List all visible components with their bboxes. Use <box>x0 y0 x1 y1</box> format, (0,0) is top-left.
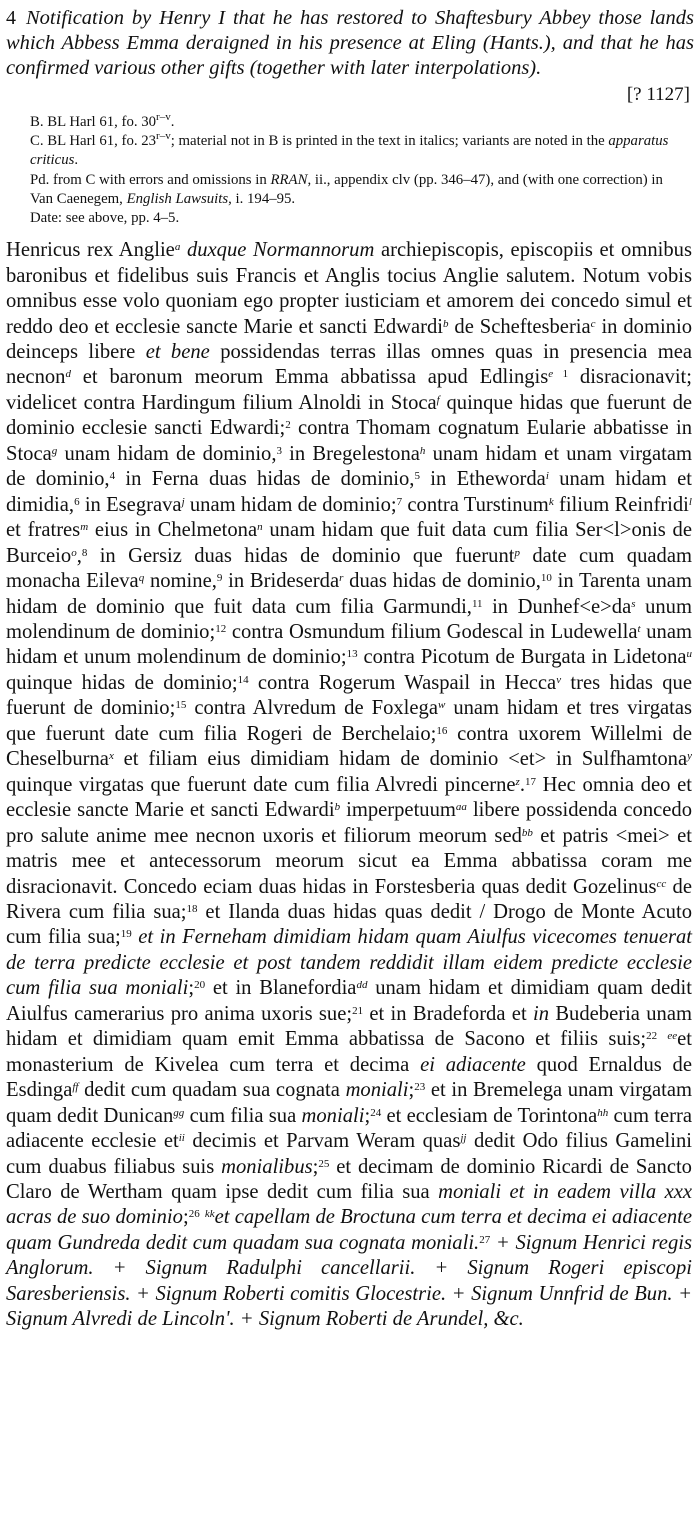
source-b: B. BL Harl 61, fo. 30$^{r-v}$. <box>30 111 175 130</box>
source-printed: Pd. from C with errors and omissions in RRAN, ii., appendix clv (pp. 346–47), and (with one correction) in Van Caenegem, English Lawsuits, i. 194–95. <box>30 171 663 207</box>
charter-text <box>6 238 694 1332</box>
source-date: Date: see above, pp. 4–5. <box>30 210 180 227</box>
document-number: 4 <box>6 7 16 29</box>
source-c: C. BL Harl 61, fo. 23$^{r-v}$; material not in B is printed in the text in italics; variants are noted in the apparatus criticus. <box>30 130 669 169</box>
document-date: [? 1127] <box>626 84 690 105</box>
source-list <box>30 113 688 228</box>
document-heading <box>6 6 694 81</box>
charter-paragraph: Henricus rex Anglie$^a$ duxque Normannorum archiepiscopis, episcopiis et omnibus baronibus et fidelibus suis Francis et Anglis tocius Anglie salutem. Notum vobis omnibus esse volo quoniam ego propter iusticiam et amorem dei concedo simul et reddo deo et ecclesie sancte Marie et sancti Edwardi$^b$ de Scheftesberia$^c$ in dominio deinceps libere et bene possidendas terras illas omnes quas in presencia mea necnon$^d$ et baronum meorum Emma abbatissa apud Edlingis$^e$ $^1$ disracionavit; videlicet contra Hardingum filium Alnoldi in Stoca$^f$ quinque hidas que fuerunt de dominio ecclesie sancti Edwardi;$^2$ contra Thomam cognatum Eularie abbatisse in Stoca$^g$ unam hidam de dominio,$^3$ in Bregelestona$^h$ unam hidam et unam virgatam de dominio,$^4$ in Ferna duas hidas de dominio,$^5$ in Etheworda$^i$ unam hidam et dimidia,$^6$ in Esegrava$^j$ unam hidam de dominio;$^7$ contra Turstinum$^k$ filium Reinfridi$^l$ et fratres$^m$ eius in Chelmetona$^n$ unam hidam que fuit data cum filia Ser<l>onis de Burceio$^o$,$^8$ in Gersiz duas hidas de dominio que fuerunt$^p$ date cum quadam monacha Eileva$^q$ nomine,$^9$ in Brideserda$^r$ duas hidas de dominio,$^{10}$ in Tarenta unam hidam de dominio que fuit data cum filia Garmundi,$^{11}$ in $Dunhef<e>da^s$ unum molendinum de dominio;$^{12}$ contra Osmundum filium Godescal in Ludewella$^t$ unam hidam et unum molendinum de dominio;$^{13}$ contra Picotum de Burgata in Lidetona$^u$ quinque hidas de dominio;$^{14}$ contra Rogerum Waspail in Hecca$^v$ tres hidas que fuerunt de dominio;$^{15}$ contra Alvredum de Foxlega$^w$ unam hidam et tres virgatas que fuerunt date cum filia Rogeri de Berchelaio;$^{16}$ contra uxorem Willelmi de Cheselburna$^x$ et filiam eius dimidiam hidam de dominio <et> in Sulfhamtona$^y$ quinque virgatas que fuerunt date cum filia Alvredi pincerne$^z$.$^{17}$ Hec omnia deo et ecclesie sancte Marie et sancti Edwardi$^b$ imperpetuum$^{aa}$ libere possidenda concedo pro salute anime mee necnon uxoris et filiorum meorum sed$^{bb}$ et patris <mei> et matris mee et antecessorum meorum sicut ea Emma abbatissa coram me disracionavit. Concedo eciam duas hidas in Forstesberia quas dedit Gozelinus$^{cc}$ de Rivera cum filia sua;$^{18}$ et Ilanda duas hidas quas dedit / Drogo de Monte Acuto cum filia sua;$^{19}$ et in Ferneham dimidiam hidam quam Aiulfus vicecomes tenuerat de terra predicte ecclesie et post tandem reddidit illam eidem predicte ecclesie cum filia sua moniali;$^{20}$ et in Blanefordia$^{dd}$ unam hidam et dimidiam quam dedit Aiulfus camerarius pro anima uxoris sue;$^{21}$ et in Bradeforda et in Budeberia unam hidam et dimidiam quam emit Emma abbatissa de Sacono et filiis suis;$^{22}$ $^{ee}$et monasterium de Kivelea cum terra et decima ei adiacente quod Ernaldus de Esdinga$^{ff}$ dedit cum quadam sua cognata moniali;$^{23}$ et in Bremelega unam virgatam quam dedit Dunican$^{gg}$ cum filia sua moniali;$^{24}$ et ecclesiam de Torintona$^{hh}$ cum terra adiacente ecclesie $et^{ii}$ decimis et Parvam Weram quas$^{jj}$ dedit Odo filius Gamelini cum duabus filiabus suis monialibus;$^{25}$ et decimam de dominio Ricardi de Sancto Claro de Wertham quam ipse dedit cum filia sua moniali et in eadem villa xxx acras de suo dominio;$^{26}$ $^{kk}$et capellam de Broctuna cum terra et decima ei adiacente quam Gundreda dedit cum quadam sua cognata moniali.$^{27}$ + Signum Henrici regis Anglorum. + Signum Radulphi cancellarii. + Signum Rogeri episcopi Saresberiensis. + Signum Roberti comitis Glocestrie. + Signum Unnfrid de Bun. + Signum Alvredi de Lincoln'. + Signum Roberti de Arundel, &c. <box>6 239 693 1331</box>
document-title: Notification by Henry I that he has restored to Shaftesbury Abbey those lands which Abbess Emma deraigned in his presence at Eling (Hants.), and that he has confirmed various other gifts (together with later interpolations). <box>6 7 694 79</box>
